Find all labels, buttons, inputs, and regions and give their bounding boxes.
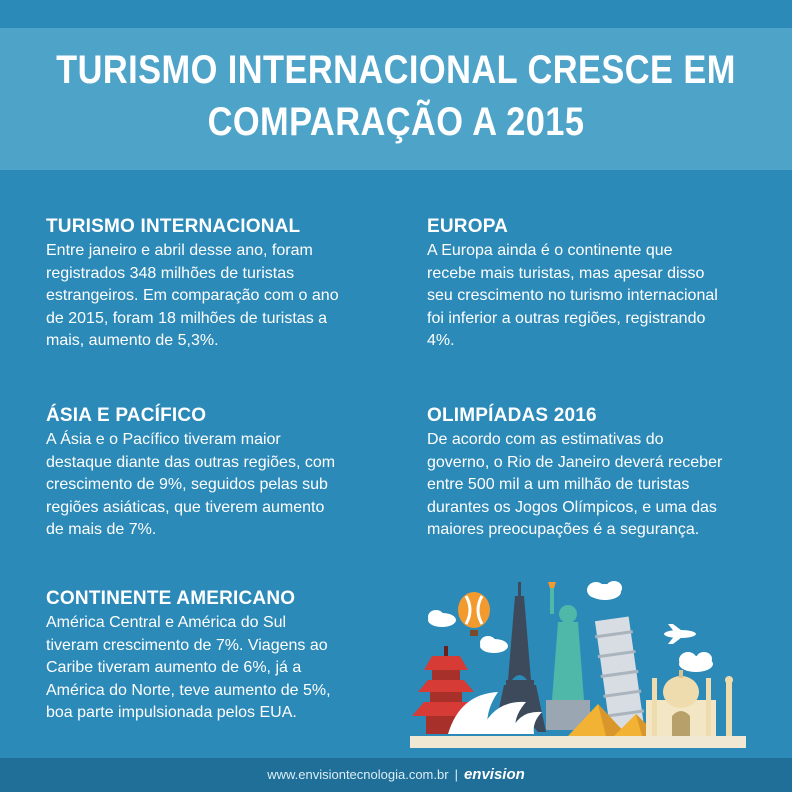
brand-logo: envision [463,766,525,783]
body-line: tiveram crescimento de 7%. Viagens ao [46,636,328,654]
section-europa [427,216,757,353]
website-link[interactable]: www.envisiontecnologia.com.br [267,767,449,782]
body-line: boa parte impulsionada pelos EUA. [46,704,297,721]
body-line: estrangeiros. Em comparação com o ano [46,287,339,304]
taj-mahal-icon [646,670,733,736]
section-body [46,612,376,725]
title-line-1: TURISMO INTERNACIONAL CRESCE EM [56,48,736,92]
body-line: De acordo com as estimativas do [427,431,664,448]
body-line: crescimento de 9%, seguidos pelas sub [46,476,328,493]
page-title [55,44,736,148]
ground-strip [410,736,746,748]
section-heading: TURISMO INTERNACIONAL [46,216,301,237]
statue-of-liberty-icon [546,582,590,730]
airplane-icon [664,624,696,644]
section-turismo-internacional [46,216,376,353]
title-line-2: COMPARAÇÃO A 2015 [207,100,585,144]
footer-separator: | [454,767,458,782]
body-line: maiores preocupações é a segurança. [427,521,700,538]
cloud-icon [428,610,456,627]
body-line: entre 500 mil a um milhão de turistas [427,476,690,493]
body-line: registrados 348 milhões de turistas [46,264,295,282]
section-heading: EUROPA [427,216,509,237]
body-line: de mais de 7%. [46,521,157,538]
section-heading: CONTINENTE AMERICANO [46,588,296,609]
section-body [427,240,757,353]
body-line: 4%. [427,332,455,349]
section-heading: ÁSIA E PACÍFICO [46,405,207,426]
section-asia-pacifico [46,405,376,542]
body-line: América Central e América do Sul [46,614,287,631]
section-body [46,429,376,542]
cloud-icon [679,652,713,672]
body-line: Entre janeiro e abril desse ano, foram [46,242,313,259]
body-line: durantes os Jogos Olímpicos, e uma das [427,498,717,516]
body-line: recebe mais turistas, mas apesar disso [427,264,705,282]
section-heading: OLIMPÍADAS 2016 [427,405,597,426]
body-line: mais, aumento de 5,3%. [46,332,219,349]
body-line: A Europa ainda é o continente que [427,242,673,259]
body-line: destaque diante das outras regiões, com [46,453,336,471]
body-line: regiões asiáticas, que tiverem aumento [46,498,325,516]
body-line: A Ásia e o Pacífico tiveram maior [46,431,281,448]
footer [0,766,792,783]
section-continente-americano [46,588,376,725]
cloud-icon [587,581,622,600]
body-line: foi inferior a outras regiões, registrando [427,309,706,327]
body-line: América do Norte, teve aumento de 5%, [46,681,331,699]
cloud-icon [480,636,508,653]
body-line: de 2015, foram 18 milhões de turistas a [46,309,328,327]
section-olimpiadas-2016 [427,405,757,542]
body-line: Caribe tiveram aumento de 6%, já a [46,659,302,676]
section-body [46,240,376,353]
hot-air-balloon-icon [458,592,490,636]
body-line: seu crescimento no turismo internacional [427,287,718,304]
landmarks-illustration [400,560,770,760]
section-body [427,429,757,542]
body-line: governo, o Rio de Janeiro deverá receber [427,453,723,471]
